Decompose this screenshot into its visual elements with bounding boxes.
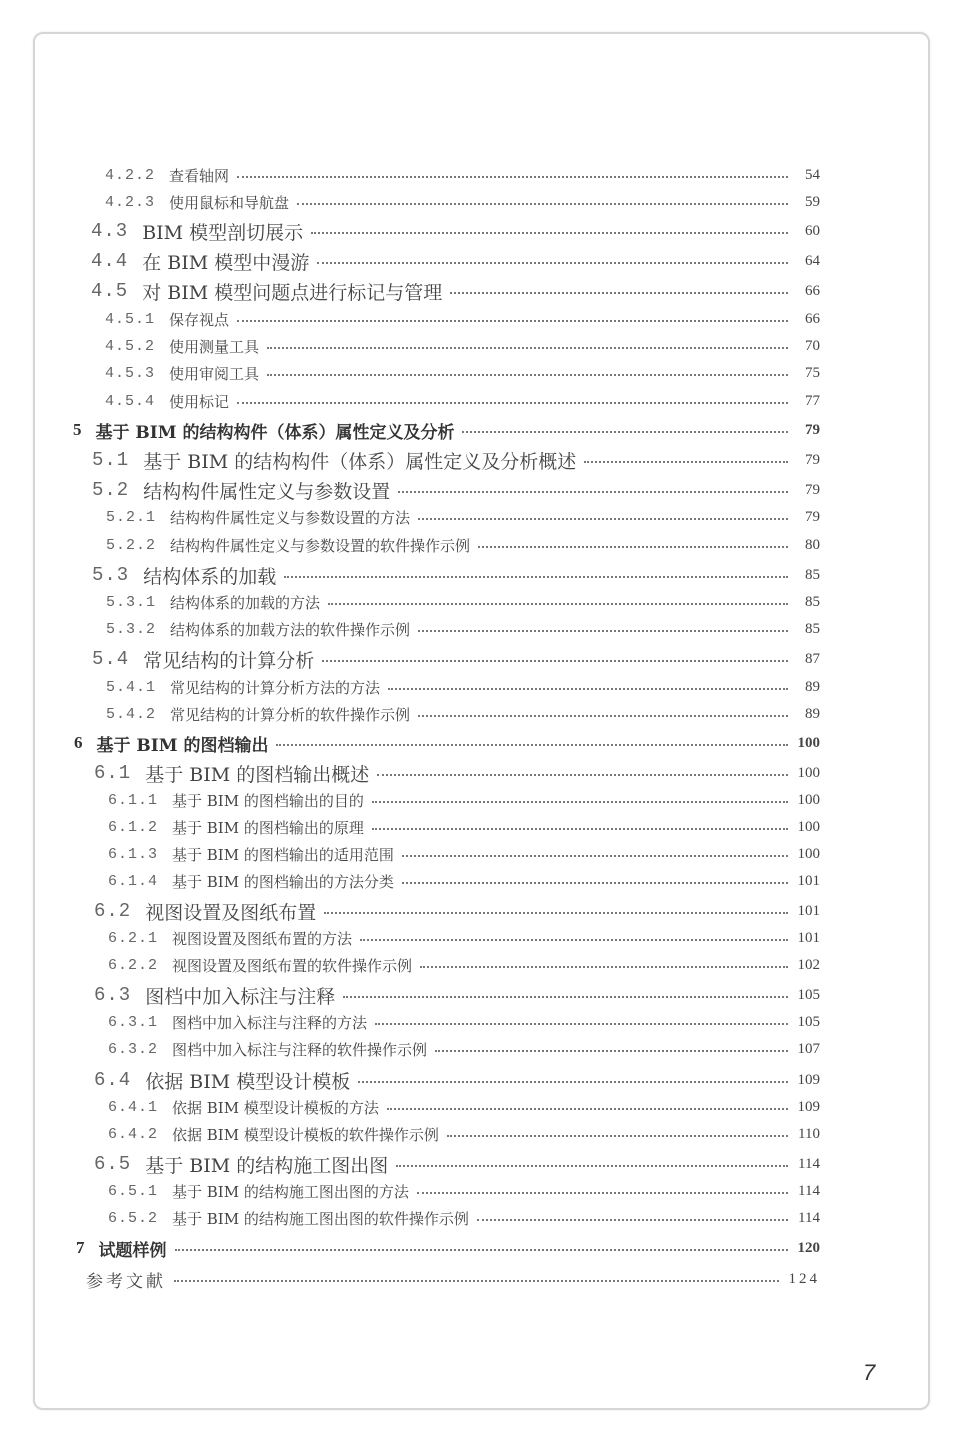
toc-subsection[interactable] <box>105 306 820 332</box>
toc-title: 图档中加入标注与注释的方法 <box>172 1013 368 1032</box>
toc-title: 基于 BIM 的图档输出的适用范围 <box>172 845 394 864</box>
toc-number: 4.5.1 <box>105 310 156 328</box>
toc-page-number: 114 <box>798 1155 820 1172</box>
toc-subsection[interactable] <box>105 360 820 386</box>
toc-title: 参考文献 <box>86 1271 166 1292</box>
toc-title: BIM 模型剖切展示 <box>142 221 304 244</box>
toc-number: 7 <box>76 1238 85 1257</box>
toc-number: 5.3.2 <box>106 620 157 638</box>
dot-leader <box>324 912 787 914</box>
dot-leader <box>360 939 787 941</box>
dot-leader <box>377 774 787 776</box>
toc-page-number: 101 <box>797 872 820 889</box>
toc-section[interactable] <box>92 477 820 503</box>
toc-section[interactable] <box>92 562 820 588</box>
toc-subsection[interactable] <box>106 701 820 727</box>
toc-subsection[interactable] <box>106 589 820 615</box>
toc-number: 6.5.2 <box>108 1209 159 1227</box>
toc-section[interactable] <box>94 1067 820 1093</box>
toc-subsection[interactable] <box>105 189 820 215</box>
toc-section[interactable] <box>92 447 820 473</box>
dot-leader <box>358 1081 787 1083</box>
toc-section[interactable] <box>92 646 820 672</box>
toc-page-number: 79 <box>805 421 820 438</box>
toc-title: 基于 BIM 的结构施工图出图的软件操作示例 <box>172 1209 469 1228</box>
toc-number: 4.5 <box>91 280 129 302</box>
dot-leader <box>328 603 788 605</box>
dot-leader <box>267 374 788 376</box>
toc-subsection[interactable] <box>105 388 820 414</box>
toc-section[interactable] <box>94 898 820 924</box>
toc-number: 5 <box>73 420 82 439</box>
toc-title: 查看轴网 <box>169 166 230 185</box>
toc-subsection[interactable] <box>108 814 820 840</box>
toc-subsection[interactable] <box>108 1178 820 1204</box>
toc-number: 4.5.2 <box>105 337 156 355</box>
toc-page-number: 101 <box>797 929 820 946</box>
toc-number: 5.4.1 <box>106 678 157 696</box>
toc-title: 基于 BIM 的结构施工图出图的方法 <box>172 1182 409 1201</box>
toc-number: 6.4.2 <box>108 1125 159 1143</box>
toc-number: 6.1.4 <box>108 872 159 890</box>
toc-page-number: 80 <box>805 536 820 553</box>
toc-number: 5.4 <box>92 648 130 670</box>
toc-title: 结构构件属性定义与参数设置 <box>143 480 391 503</box>
toc-page-number: 100 <box>797 734 820 751</box>
toc-section[interactable] <box>94 982 820 1008</box>
book-page <box>33 32 930 1410</box>
toc-number: 4.5.4 <box>105 392 156 410</box>
toc-section[interactable] <box>94 760 820 786</box>
page-number: 7 <box>863 1360 876 1385</box>
toc-title: 视图设置及图纸布置的软件操作示例 <box>172 956 413 975</box>
toc-title: 基于 BIM 的结构构件（体系）属性定义及分析 <box>95 422 455 443</box>
toc-number: 6.5 <box>94 1153 132 1175</box>
dot-leader <box>375 1023 787 1025</box>
toc-subsection[interactable] <box>106 504 820 530</box>
dot-leader <box>420 966 787 968</box>
toc-page-number: 89 <box>805 705 820 722</box>
toc-page-number: 79 <box>805 481 820 498</box>
toc-title: 使用测量工具 <box>169 337 260 356</box>
toc-title: 依据 BIM 模型设计模板的软件操作示例 <box>172 1125 439 1144</box>
toc-title: 保存视点 <box>169 310 230 329</box>
toc-page-number: 105 <box>797 986 820 1003</box>
toc-title: 结构体系的加载 <box>143 565 277 588</box>
dot-leader <box>584 461 788 463</box>
toc-page-number: 66 <box>805 282 820 299</box>
dot-leader <box>237 320 788 322</box>
dot-leader <box>398 491 788 493</box>
toc-page-number: 66 <box>805 310 820 327</box>
toc-title: 在 BIM 模型中漫游 <box>142 251 310 274</box>
toc-page-number: 79 <box>805 508 820 525</box>
toc-subsection[interactable] <box>108 1094 820 1120</box>
toc-subsection[interactable] <box>108 952 820 978</box>
toc-title: 结构体系的加载的方法 <box>170 593 321 612</box>
toc-chapter[interactable] <box>73 417 820 443</box>
toc-number: 5.2 <box>92 479 130 501</box>
toc-page-number: 102 <box>797 956 820 973</box>
toc-title: 图档中加入标注与注释的软件操作示例 <box>172 1040 428 1059</box>
toc-subsection[interactable] <box>106 674 820 700</box>
toc-title: 常见结构的计算分析 <box>143 649 315 672</box>
toc-subsection[interactable] <box>106 532 820 558</box>
toc-number: 6.1.3 <box>108 845 159 863</box>
toc-title: 基于 BIM 的图档输出概述 <box>145 763 370 786</box>
toc-number: 4.3 <box>91 220 129 242</box>
toc-title: 使用审阅工具 <box>169 364 260 383</box>
dot-leader <box>372 828 788 830</box>
toc-page-number: 54 <box>805 166 820 183</box>
toc-page-number: 59 <box>805 193 820 210</box>
toc-title: 基于 BIM 的图档输出的方法分类 <box>172 872 394 891</box>
toc-number: 5.4.2 <box>106 705 157 723</box>
toc-number: 4.2.2 <box>105 166 156 184</box>
toc-page-number: 101 <box>797 902 820 919</box>
toc-number: 4.2.3 <box>105 193 156 211</box>
toc-page-number: 85 <box>805 593 820 610</box>
toc-page-number: 85 <box>805 620 820 637</box>
toc-page-number: 79 <box>805 451 820 468</box>
dot-leader <box>387 1108 788 1110</box>
toc-number: 5.2.1 <box>106 508 157 526</box>
dot-leader <box>276 744 787 746</box>
toc-title: 图档中加入标注与注释 <box>145 985 336 1008</box>
toc-number: 4.4 <box>91 250 129 272</box>
toc-number: 6.1.2 <box>108 818 159 836</box>
toc-page-number: 75 <box>805 364 820 381</box>
toc-title: 视图设置及图纸布置的方法 <box>172 929 353 948</box>
toc-number: 6.4 <box>94 1069 132 1091</box>
toc-entry[interactable] <box>86 1266 820 1292</box>
toc-section[interactable] <box>91 248 820 274</box>
toc-page-number: 109 <box>797 1098 820 1115</box>
dot-leader <box>450 292 788 294</box>
dot-leader <box>284 576 788 578</box>
dot-leader <box>267 347 788 349</box>
toc-number: 6.3.1 <box>108 1013 159 1031</box>
toc-section[interactable] <box>91 278 820 304</box>
toc-page-number: 100 <box>797 764 820 781</box>
toc-page-number: 87 <box>805 650 820 667</box>
toc-number: 6.3.2 <box>108 1040 159 1058</box>
dot-leader <box>447 1135 788 1137</box>
toc-title: 使用标记 <box>169 392 230 411</box>
toc-page-number: 124 <box>788 1270 820 1287</box>
toc-number: 5.3.1 <box>106 593 157 611</box>
toc-title: 常见结构的计算分析的软件操作示例 <box>170 705 411 724</box>
toc-chapter[interactable] <box>74 730 820 756</box>
dot-leader <box>237 402 788 404</box>
toc-page-number: 89 <box>805 678 820 695</box>
toc-title: 试题样例 <box>98 1240 167 1261</box>
dot-leader <box>297 203 788 205</box>
toc-page-number: 107 <box>797 1040 820 1057</box>
toc-subsection[interactable] <box>108 1036 820 1062</box>
dot-leader <box>396 1165 788 1167</box>
toc-title: 依据 BIM 模型设计模板 <box>145 1070 351 1093</box>
toc-number: 6.4.1 <box>108 1098 159 1116</box>
dot-leader <box>237 176 788 178</box>
toc-subsection[interactable] <box>108 868 820 894</box>
toc-page-number: 85 <box>805 566 820 583</box>
toc-page-number: 105 <box>797 1013 820 1030</box>
toc-page-number: 77 <box>805 392 820 409</box>
toc-subsection[interactable] <box>108 925 820 951</box>
toc-title: 基于 BIM 的结构施工图出图 <box>145 1154 389 1177</box>
toc-number: 6.2.1 <box>108 929 159 947</box>
toc-chapter[interactable] <box>76 1235 820 1261</box>
toc-number: 6.1.1 <box>108 791 159 809</box>
toc-title: 结构构件属性定义与参数设置的软件操作示例 <box>170 536 471 555</box>
toc-subsection[interactable] <box>108 841 820 867</box>
toc-number: 4.5.3 <box>105 364 156 382</box>
toc-title: 基于 BIM 的结构构件（体系）属性定义及分析概述 <box>143 450 577 473</box>
toc-page-number: 120 <box>797 1239 820 1256</box>
toc-subsection[interactable] <box>108 1205 820 1231</box>
toc-page-number: 60 <box>805 222 820 239</box>
toc-section[interactable] <box>94 1151 820 1177</box>
toc-title: 基于 BIM 的图档输出的原理 <box>172 818 364 837</box>
dot-leader <box>343 996 787 998</box>
toc-subsection[interactable] <box>108 1121 820 1147</box>
toc-number: 5.1 <box>92 449 130 471</box>
toc-page-number: 70 <box>805 337 820 354</box>
toc-title: 基于 BIM 的图档输出 <box>96 735 269 756</box>
toc-subsection[interactable] <box>105 162 820 188</box>
toc-subsection[interactable] <box>108 787 820 813</box>
toc-page-number: 100 <box>797 818 820 835</box>
toc-page-number: 114 <box>798 1209 820 1226</box>
toc-title: 结构体系的加载方法的软件操作示例 <box>170 620 411 639</box>
toc-number: 5.3 <box>92 564 130 586</box>
dot-leader <box>418 630 788 632</box>
dot-leader <box>478 546 788 548</box>
toc-title: 结构构件属性定义与参数设置的方法 <box>170 508 411 527</box>
toc-title: 依据 BIM 模型设计模板的方法 <box>172 1098 379 1117</box>
dot-leader <box>372 801 788 803</box>
dot-leader <box>435 1050 787 1052</box>
toc-number: 6.1 <box>94 762 132 784</box>
dot-leader <box>175 1249 788 1251</box>
dot-leader <box>402 882 788 884</box>
toc-number: 6 <box>74 733 83 752</box>
toc-number: 5.2.2 <box>106 536 157 554</box>
toc-subsection[interactable] <box>106 616 820 642</box>
toc-page-number: 109 <box>797 1071 820 1088</box>
toc-page-number: 100 <box>797 791 820 808</box>
toc-section[interactable] <box>91 218 820 244</box>
toc-subsection[interactable] <box>108 1009 820 1035</box>
toc-number: 6.3 <box>94 984 132 1006</box>
toc-page-number: 110 <box>798 1125 820 1142</box>
toc-page-number: 114 <box>798 1182 820 1199</box>
toc-number: 6.5.1 <box>108 1182 159 1200</box>
dot-leader <box>418 715 788 717</box>
toc-page-number: 100 <box>797 845 820 862</box>
toc-title: 对 BIM 模型问题点进行标记与管理 <box>142 281 443 304</box>
toc-title: 视图设置及图纸布置 <box>145 901 317 924</box>
toc-page-number: 64 <box>805 252 820 269</box>
dot-leader <box>311 232 788 234</box>
toc-title: 基于 BIM 的图档输出的目的 <box>172 791 364 810</box>
dot-leader <box>418 518 788 520</box>
toc-title: 常见结构的计算分析方法的方法 <box>170 678 381 697</box>
toc-number: 6.2.2 <box>108 956 159 974</box>
dot-leader <box>322 660 788 662</box>
dot-leader <box>174 1280 779 1282</box>
dot-leader <box>388 688 788 690</box>
dot-leader <box>477 1219 788 1221</box>
dot-leader <box>417 1192 788 1194</box>
dot-leader <box>402 855 788 857</box>
dot-leader <box>462 431 788 433</box>
toc-title: 使用鼠标和导航盘 <box>169 193 290 212</box>
toc-subsection[interactable] <box>105 333 820 359</box>
toc-number: 6.2 <box>94 900 132 922</box>
dot-leader <box>317 262 788 264</box>
